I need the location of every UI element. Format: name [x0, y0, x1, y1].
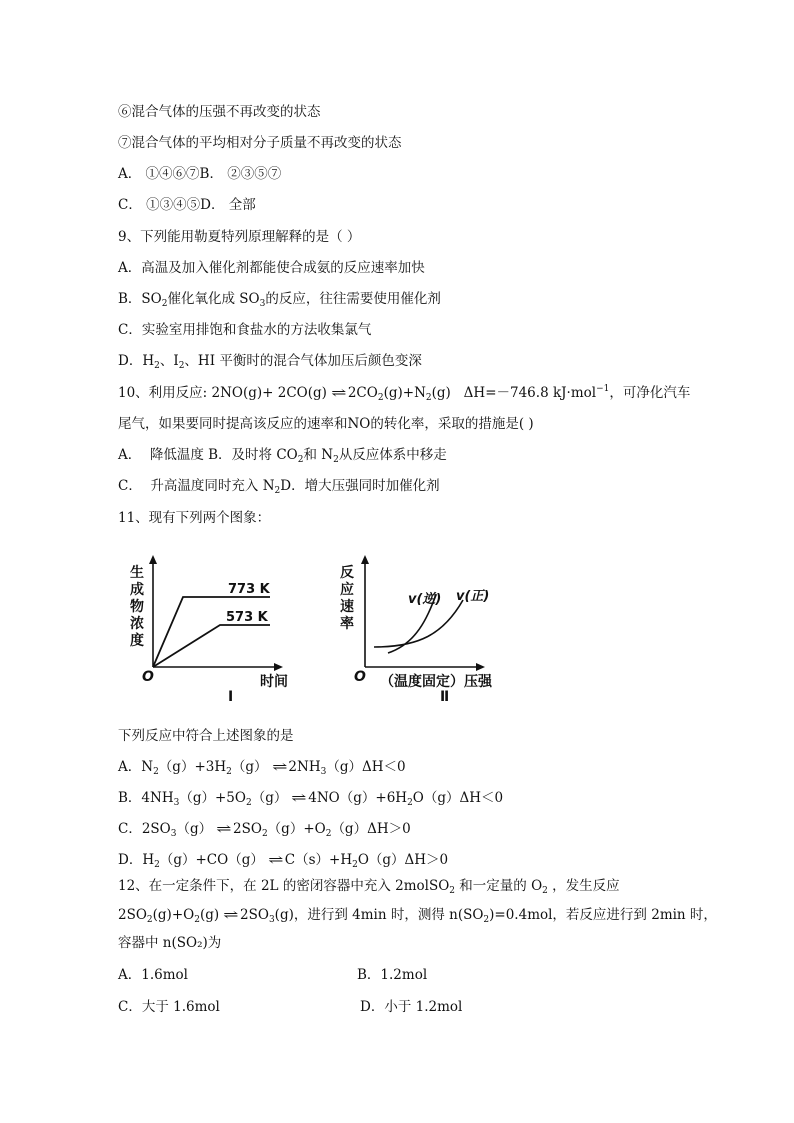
curve-v-forward [374, 600, 463, 647]
label-v-reverse: v(逆) [408, 592, 442, 607]
graph-1 [130, 555, 288, 705]
line-6: ⑥混合气体的压强不再改变的状态 [118, 104, 321, 120]
q12-line-2: $2SO_2(g)+O_2(g)$ ⇌ $2SO_3(g)$，进行到 4min 时，测得 $n(SO_2)=0.4mol$，若反应进行到 2min 时， [118, 907, 717, 925]
graph1-caption: Ⅰ [228, 689, 234, 705]
graph2-ylabel-0: 反 [340, 565, 354, 581]
q11-option-d: D．$H_2(g)+CO(g)$ ⇌ $C(s)+H_2O(g)\Delta H>0$ [118, 852, 449, 870]
graph2-x-arrow [476, 663, 485, 671]
q11-graphs [118, 555, 518, 705]
graph2-ylabel-1: 应 [340, 582, 354, 598]
q11-option-c: C．$2SO_3(g)$ ⇌ $2SO_2(g)+O_2(g)\Delta H>0$ [118, 821, 411, 839]
q10-options-ab: A． 降低温度 B．及时将 $CO_2$和 $N_2$从反应体系中移走 [118, 447, 447, 465]
q9-option-a: A．高温及加入催化剂都能使合成氨的反应速率加快 [118, 260, 425, 276]
graph2-ylabel-3: 率 [340, 616, 354, 632]
q11-prompt: 下列反应中符合上述图象的是 [118, 728, 294, 744]
graph1-xlabel: 时间 [260, 674, 288, 690]
q8-options-cd: C． ①③④⑤D． 全部 [118, 197, 256, 213]
graph1-ylabel-1: 成 [130, 582, 144, 598]
graph2-caption: Ⅱ [440, 689, 450, 705]
q9-option-b: B．$SO_2$催化氧化成 $SO_3$的反应，往往需要使用催化剂 [118, 291, 441, 309]
q12-option-d: D．小于 1.2mol [360, 999, 463, 1015]
graph1-ylabel-2: 物 [130, 599, 144, 615]
question-10: 10、利用反应: 2NO(g)+ 2CO(g) ⇌ $2CO_2(g)+N_2(g)$ ΔH=－746.8 kJ·mol$^{-1}$，可净化汽车 [118, 384, 691, 403]
question-9: 9、下列能用勒夏特列原理解释的是（ ） [118, 229, 361, 245]
q11-option-b: B．$4NH_3(g)+5O_2(g)$ ⇌ $4NO(g)+6H_2O(g)\Delta H<0$ [118, 790, 504, 808]
q10-line-2: 尾气，如果要同时提高该反应的速率和NO的转化率，采取的措施是( ) [118, 416, 534, 432]
graph1-y-arrow [149, 555, 157, 564]
q12-line-3: 容器中 n(SO₂)为 [118, 935, 222, 951]
q10-options-cd: C． 升高温度同时充入 $N_2D$．增大压强同时加催化剂 [118, 478, 440, 496]
graph1-ylabel-0: 生 [130, 565, 144, 581]
question-11: 11、现有下列两个图象： [118, 510, 271, 526]
q11-option-a: A．$N_2(g)+3H_2(g)$ ⇌ $2NH_3(g)\Delta H<0$ [118, 759, 406, 777]
graph1-ylabel-4: 度 [130, 633, 144, 649]
graph1-origin: O [142, 669, 154, 685]
graph2-origin: O [354, 669, 366, 685]
q8-options-ab: A． ①④⑥⑦B． ②③⑤⑦ [118, 166, 282, 182]
q12-option-a: A．1.6mol [118, 967, 188, 983]
label-573k: 573 K [226, 610, 268, 625]
label-v-forward: v(正) [456, 589, 490, 604]
line-7: ⑦混合气体的平均相对分子质量不再改变的状态 [118, 135, 402, 151]
label-773k: 773 K [228, 582, 270, 597]
graph2-xlabel: （温度固定）压强 [380, 674, 492, 690]
graph-2 [340, 555, 493, 705]
question-12: 12、在一定条件下，在 2L 的密闭容器中充入 2molSO$_2$ 和一定量的 $O_2$ ，发生反应 [118, 878, 620, 896]
q9-option-d: D．$H_2$、$I_2$、HI 平衡时的混合气体加压后颜色变深 [118, 353, 422, 371]
curve-573k [153, 625, 270, 667]
q12-option-c: C．大于 1.6mol [118, 999, 220, 1015]
q9-option-c: C．实验室用排饱和食盐水的方法收集氯气 [118, 322, 372, 338]
graph2-ylabel-2: 速 [340, 599, 354, 615]
graph1-ylabel-3: 浓 [130, 616, 144, 632]
graph2-y-arrow [361, 555, 369, 564]
graph1-x-arrow [274, 663, 283, 671]
q12-option-b: B．1.2mol [357, 967, 428, 983]
graphs-svg [118, 555, 518, 705]
